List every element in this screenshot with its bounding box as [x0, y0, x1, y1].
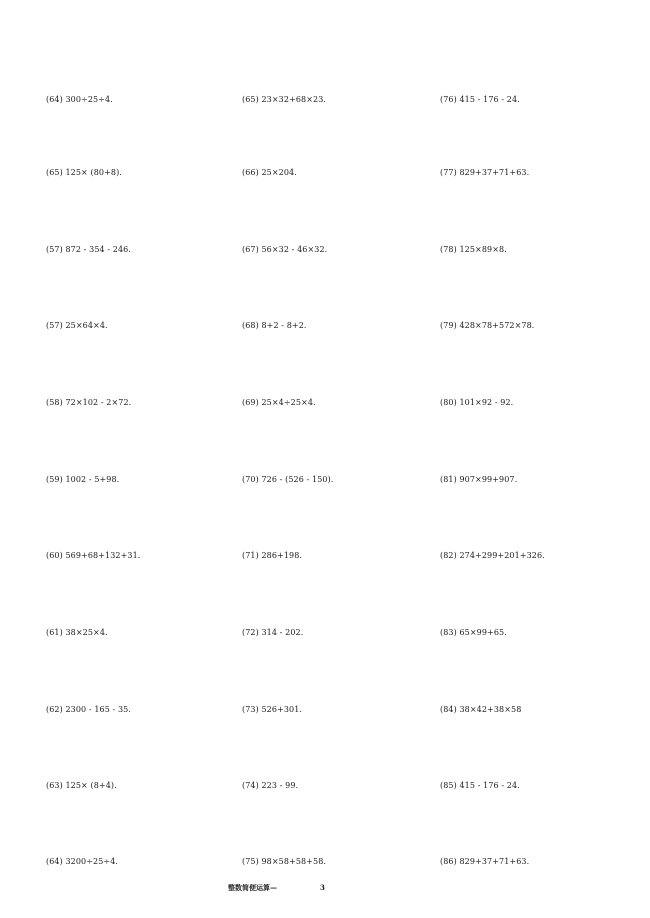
problem-item: (62) 2300 - 165 - 35. [46, 705, 131, 714]
problem-item: (69) 25×4÷25×4. [242, 398, 316, 407]
problem-item: (72) 314 - 202. [242, 628, 304, 637]
problem-item: (77) 829+37+71+63. [440, 168, 530, 177]
problem-item: (57) 25×64×4. [46, 321, 108, 330]
problem-item: (64) 300÷25÷4. [46, 95, 113, 104]
problem-item: (66) 25×204. [242, 168, 297, 177]
problem-item: (68) 8+2 - 8+2. [242, 321, 307, 330]
problem-item: (71) 286+198. [242, 551, 303, 560]
problem-item: (74) 223 - 99. [242, 781, 299, 790]
problem-row [0, 780, 650, 800]
problem-row [0, 167, 650, 187]
problem-item: (81) 907×99+907. [440, 475, 518, 484]
problem-item: (86) 829+37+71+63. [440, 857, 530, 866]
problem-item: (76) 415 - 176 - 24. [440, 95, 520, 104]
problem-item: (61) 38×25×4. [46, 628, 108, 637]
problem-item: (82) 274+299+201+326. [440, 551, 545, 560]
problem-item: (73) 526+301. [242, 705, 303, 714]
footer-title: 整数简便运算— [228, 883, 277, 892]
problem-item: (79) 428×78+572×78. [440, 321, 535, 330]
problem-item: (57) 872 - 354 - 246. [46, 245, 131, 254]
problem-row [0, 856, 650, 876]
problem-item: (63) 125× (8+4). [46, 781, 117, 790]
problem-row [0, 550, 650, 570]
problem-item: (75) 98×58+58+58. [242, 857, 327, 866]
problem-row [0, 94, 650, 114]
page-number: 3 [320, 883, 325, 892]
problem-item: (80) 101×92 - 92. [440, 398, 514, 407]
problem-item: (67) 56×32 - 46×32. [242, 245, 328, 254]
problem-item: (78) 125×89×8. [440, 245, 507, 254]
problem-item: (59) 1002 - 5+98. [46, 475, 120, 484]
problem-item: (65) 125× (80+8). [46, 168, 122, 177]
problem-item: (64) 3200÷25÷4. [46, 857, 119, 866]
problem-item: (70) 726 - (526 - 150). [242, 475, 334, 484]
problem-item: (65) 23×32+68×23. [242, 95, 327, 104]
problem-row [0, 244, 650, 264]
problem-item: (60) 569+68+132+31. [46, 551, 141, 560]
problem-row [0, 474, 650, 494]
problem-row [0, 627, 650, 647]
problem-item: (84) 38×42+38×58 [440, 705, 522, 714]
problem-row [0, 397, 650, 417]
problem-row [0, 320, 650, 340]
problem-item: (83) 65×99+65. [440, 628, 507, 637]
problem-item: (58) 72×102 - 2×72. [46, 398, 132, 407]
problem-row [0, 704, 650, 724]
page-footer [0, 882, 650, 896]
problem-item: (85) 415 - 176 - 24. [440, 781, 520, 790]
